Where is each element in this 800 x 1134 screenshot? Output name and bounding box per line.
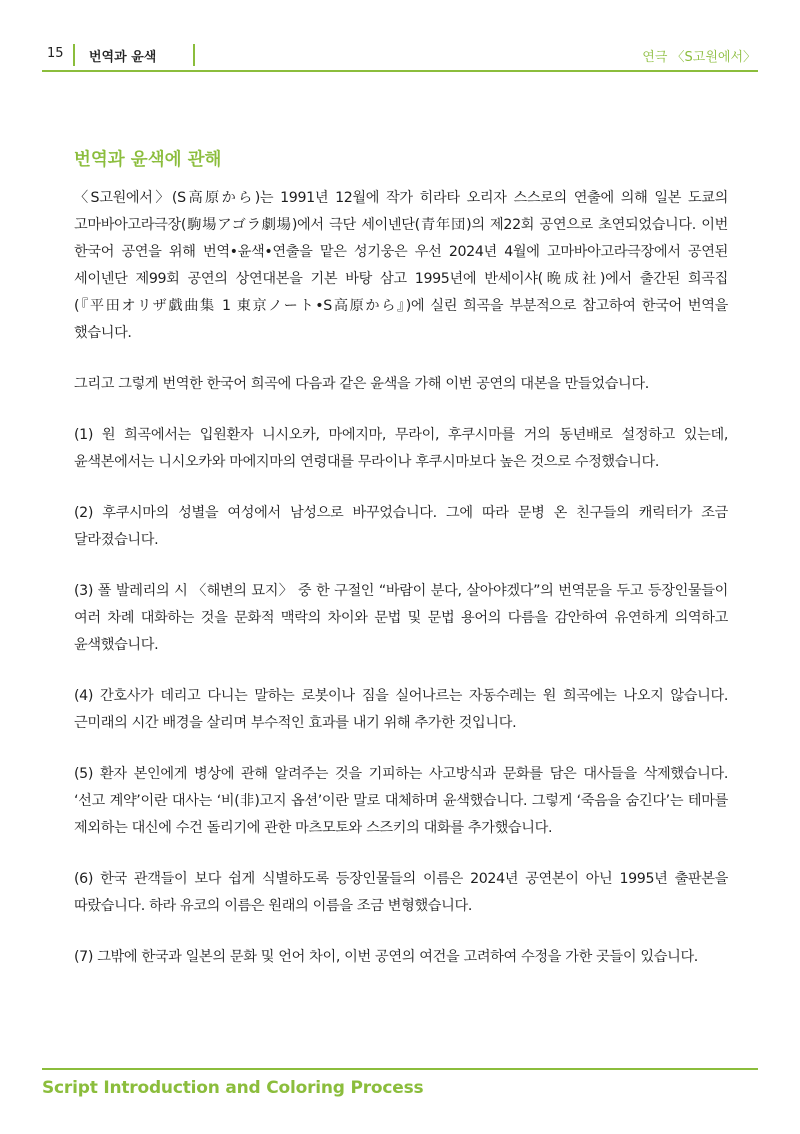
paragraph-item-2: (2) 후쿠시마의 성별을 여성에서 남성으로 바꾸었습니다. 그에 따라 문병 온 친구들의 캐릭터가 조금 달라졌습니다.	[74, 505, 728, 548]
header-divider	[193, 44, 195, 66]
paragraph-item-5: (5) 환자 본인에게 병상에 관해 알려주는 것을 기피하는 사고방식과 문화를 담은 대사들을 삭제했습니다. ‘선고 계약’이란 대사는 ‘비(非)고지 옵션’이란 말로 대체하며 윤색했습니다. 그렇게 ‘죽음을 숨긴다’는 테마를 제외하는 대신에 수건 돌리기에 관한 마츠모토와 스즈키의 대화를 추가했습니다.	[74, 766, 728, 836]
footer-divider	[42, 1068, 758, 1070]
paragraph-item-7: (7) 그밖에 한국과 일본의 문화 및 언어 차이, 이번 공연의 여건을 고려하여 수정을 가한 곳들이 있습니다.	[74, 949, 698, 965]
header-section-title: 번역과 윤색	[89, 50, 157, 65]
paragraph-item-1: (1) 원 희곡에서는 입원환자 니시오카, 마에지마, 무라이, 후쿠시마를 거의 동년배로 설정하고 있는데, 윤색본에서는 니시오카와 마에지마의 연령대를 무라이나 후쿠시마보다 높은 것으로 수정했습니다.	[74, 427, 729, 470]
header-divider	[73, 44, 75, 66]
header-work-title: 연극 〈S고원에서〉	[642, 50, 756, 65]
paragraph-item-6: (6) 한국 관객들이 보다 쉽게 식별하도록 등장인물들의 이름은 2024년 공연본이 아닌 1995년 출판본을 따랐습니다. 하라 유코의 이름은 원래의 이름을 조금 변형했습니다.	[74, 871, 728, 914]
paragraph-intro: 〈S고원에서〉(S高原から)는 1991년 12월에 작가 히라타 오리자 스스로의 연출에 의해 일본 도쿄의 고마바아고라극장(駒場アゴラ劇場)에서 극단 세이넨단(青年団)의 제22회 공연으로 초연되었습니다. 이번 한국어 공연을 위해 번역•윤색•연출을 맡은 성기웅은 우선 2024년 4월에 고마바아고라극장에서 공연된 세이넨단 제99회 공연의 상연대본을 기본 바탕 삼고 1995년에 반세이샤(晩成社)에서 출간된 희곡집(『平田オリザ戯曲集 1 東京ノート•S高原から』)에 실린 희곡을 부분적으로 참고하여 한국어 번역을 했습니다.	[74, 190, 728, 341]
paragraph-item-4: (4) 간호사가 데리고 다니는 말하는 로봇이나 짐을 실어나르는 자동수레는 원 희곡에는 나오지 않습니다. 근미래의 시간 배경을 살리며 부수적인 효과를 내기 위해 추가한 것입니다.	[74, 688, 728, 731]
page-header	[42, 40, 758, 72]
footer-title: Script Introduction and Coloring Process	[42, 1078, 424, 1098]
main-content	[74, 146, 728, 995]
page-number: 15	[47, 46, 64, 61]
section-heading: 번역과 윤색에 관해	[74, 150, 222, 170]
paragraph-item-3: (3) 폴 발레리의 시 〈해변의 묘지〉 중 한 구절인 “바람이 분다, 살아야겠다”의 번역문을 두고 등장인물들이 여러 차례 대화하는 것을 문화적 맥락의 차이와 문법 및 문법 용어의 다름을 감안하여 유연하게 의역하고 윤색했습니다.	[74, 583, 728, 653]
paragraph-lead: 그리고 그렇게 번역한 한국어 희곡에 다음과 같은 윤색을 가해 이번 공연의 대본을 만들었습니다.	[74, 376, 649, 392]
